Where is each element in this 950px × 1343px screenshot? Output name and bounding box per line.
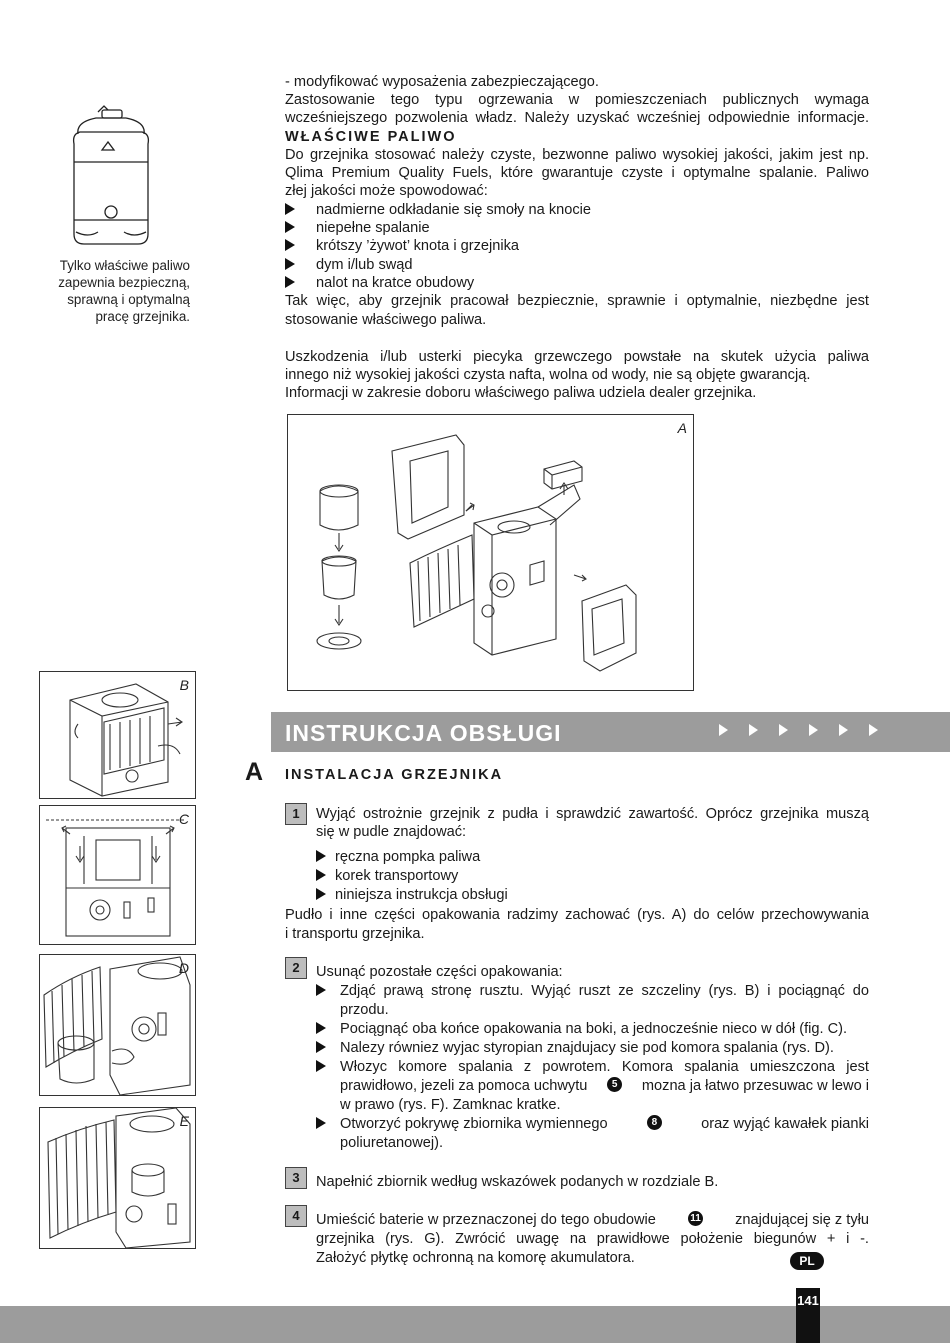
warranty-line: Informacji w zakresie doboru właściwego paliwa udziela dealer grzejnika. bbox=[285, 385, 757, 401]
fuel-caption bbox=[20, 257, 190, 325]
fuel-bullet: krótszy ’żywot’ knota i grzejnika bbox=[316, 238, 520, 254]
step4-line: Założyć płytkę ochronną na komorę akumulatora. bbox=[316, 1250, 635, 1266]
arrow-bullet-icon bbox=[285, 219, 295, 237]
figure-a bbox=[287, 414, 694, 691]
step1-line: Wyjąć ostrożnie grzejnik z pudła i sprawdzić zawartość. Oprócz grzejnika muszą bbox=[316, 806, 869, 822]
arrow-bullet-icon bbox=[316, 1020, 326, 1038]
step2-text: mozna ja łatwo przesuwac w lewo i bbox=[641, 1078, 869, 1094]
step2-bullet-line bbox=[340, 1115, 869, 1133]
step2-bullet-line: Włozyc komore spalania z powrotem. Komora spalania umieszczona jest bbox=[340, 1059, 869, 1075]
step2-bullet-line: przodu. bbox=[340, 1002, 389, 1018]
step2-bullet-line bbox=[340, 1077, 869, 1095]
grill-removal-drawing bbox=[40, 672, 195, 798]
caption-line: sprawną i optymalną bbox=[67, 292, 190, 307]
packaging-pull-drawing bbox=[40, 806, 195, 944]
figure-c bbox=[39, 805, 196, 945]
step2-bullet-line: Nalezy równiez wyjac styropian znajdujacy sie pod komora spalania (rys. D). bbox=[340, 1040, 834, 1056]
caption-line: zapewnia bezpieczną, bbox=[58, 275, 190, 290]
arrow-bullet-icon bbox=[316, 1115, 326, 1133]
figure-d bbox=[39, 954, 196, 1096]
part-number-badge: 5 bbox=[607, 1077, 622, 1092]
figure-b bbox=[39, 671, 196, 799]
fuel-bullet: nalot na kratce obudowy bbox=[316, 275, 475, 291]
language-badge: PL bbox=[790, 1252, 824, 1270]
arrow-bullet-icon bbox=[285, 274, 295, 292]
step2-text: prawidłowo, jezeli za pomoca uchwytu bbox=[340, 1078, 588, 1094]
step2-bullet-line: Pociągnąć oba końce opakowania na boki, a jednocześnie nieco w dół (fig. C). bbox=[340, 1021, 848, 1037]
step1-bullet: niniejsza instrukcja obsługi bbox=[335, 887, 508, 903]
figure-label: E bbox=[179, 1113, 189, 1129]
arrow-bullet-icon bbox=[316, 982, 326, 1000]
fuel-canister-illustration bbox=[68, 104, 154, 250]
step2-intro: Usunąć pozostałe części opakowania: bbox=[316, 964, 563, 980]
fuel-bullet: niepełne spalanie bbox=[316, 220, 430, 236]
fuel-bullet: nadmierne odkładanie się smoły na knocie bbox=[316, 202, 592, 218]
step2-bullet-line: poliuretanowej). bbox=[340, 1135, 444, 1151]
heater-exploded-drawing bbox=[288, 415, 693, 690]
warranty-line: innego niż wysokiej jakości czysta nafta, wolna od wody, nie są objęte gwarancją. bbox=[285, 367, 811, 383]
step4-line bbox=[316, 1211, 869, 1229]
step-number: 1 bbox=[285, 803, 307, 825]
step-number: 4 bbox=[285, 1205, 307, 1227]
arrow-bullet-icon bbox=[285, 256, 295, 274]
step2-bullet-line: w prawo (rys. F). Zamknac kratke. bbox=[340, 1097, 561, 1113]
arrow-bullet-icon bbox=[316, 867, 326, 885]
intro-line: Zastosowanie tego typu ogrzewania w pomieszczeniach publicznych wymaga bbox=[285, 92, 869, 108]
arrow-bullet-icon bbox=[316, 886, 326, 904]
step4-line: grzejnika (rys. G). Zwrócić uwagę na prawidłowe położenie biegunów + i -. bbox=[316, 1231, 869, 1247]
step4-text: Umieścić baterie w przeznaczonej do tego obudowie bbox=[316, 1212, 656, 1228]
page-number: 141 bbox=[796, 1288, 820, 1343]
arrow-bullet-icon bbox=[285, 201, 295, 219]
fuel-line: Qlima Premium Quality Fuels, które gwarantuje czyste i optymalne spalanie. Paliwo bbox=[285, 165, 869, 181]
arrow-bullet-icon bbox=[285, 237, 295, 255]
step-number: 3 bbox=[285, 1167, 307, 1189]
banner-title: INSTRUKCJA OBSŁUGI bbox=[285, 720, 562, 746]
step1-after-line: i transportu grzejnika. bbox=[285, 926, 425, 942]
fuel-heading: WŁAŚCIWE PALIWO bbox=[285, 129, 457, 145]
figure-label: C bbox=[178, 811, 189, 827]
step1-line: się w pudle znajdować: bbox=[316, 824, 467, 840]
step1-bullet: korek transportowy bbox=[335, 868, 459, 884]
styrofoam-removal-drawing bbox=[40, 955, 195, 1095]
banner-arrows-icon bbox=[698, 723, 878, 741]
step2-text: Otworzyć pokrywę zbiornika wymiennego bbox=[340, 1116, 608, 1132]
caption-line: Tylko właściwe paliwo bbox=[59, 258, 190, 273]
intro-line: - modyfikować wyposażenia zabezpieczającego. bbox=[285, 74, 599, 90]
step1-after-line: Pudło i inne części opakowania radzimy zachować (rys. A) do celów przechowywania bbox=[285, 907, 869, 923]
figure-label: D bbox=[178, 960, 189, 976]
step2-text: oraz wyjąć kawałek pianki bbox=[701, 1116, 869, 1132]
figure-e bbox=[39, 1107, 196, 1249]
figure-label: A bbox=[677, 420, 687, 436]
part-number-badge: 8 bbox=[647, 1115, 662, 1130]
step4-text: znajdującej się z tyłu bbox=[735, 1212, 869, 1228]
fuel-after-line: stosowanie właściwego paliwa. bbox=[285, 312, 487, 328]
fuel-after-line: Tak więc, aby grzejnik pracował bezpiecznie, sprawnie i optymalnie, niezbędne jest bbox=[285, 293, 869, 309]
step1-bullet: ręczna pompka paliwa bbox=[335, 849, 481, 865]
section-banner bbox=[271, 712, 950, 752]
figure-label: B bbox=[179, 677, 189, 693]
step-number: 2 bbox=[285, 957, 307, 979]
step3-text: Napełnić zbiornik według wskazówek podanych w rozdziale B. bbox=[316, 1174, 719, 1190]
fuel-line: złej jakości może spowodować: bbox=[285, 183, 488, 199]
arrow-bullet-icon bbox=[316, 1058, 326, 1076]
combustion-chamber-drawing bbox=[40, 1108, 195, 1248]
arrow-bullet-icon bbox=[316, 1039, 326, 1057]
caption-line: pracę grzejnika. bbox=[95, 309, 190, 324]
intro-line: wcześniejszego pozwolenia władz. Należy uzyskać wcześniej odpowiednie informacje. bbox=[285, 110, 869, 126]
fuel-line: Do grzejnika stosować należy czyste, bezwonne paliwo wysokiej jakości, jakim jest np. bbox=[285, 147, 869, 163]
fuel-bullet: dym i/lub swąd bbox=[316, 257, 413, 273]
section-letter: A bbox=[245, 758, 264, 786]
step2-bullet-line: Zdjąć prawą stronę rusztu. Wyjąć ruszt ze szczeliny (rys. B) i pociągnąć do bbox=[340, 983, 869, 999]
arrow-bullet-icon bbox=[316, 848, 326, 866]
warranty-line: Uszkodzenia i/lub usterki piecyka grzewczego powstałe na skutek użycia paliwa bbox=[285, 349, 869, 365]
section-title: INSTALACJA GRZEJNIKA bbox=[285, 767, 504, 783]
part-number-badge: 11 bbox=[688, 1211, 703, 1226]
